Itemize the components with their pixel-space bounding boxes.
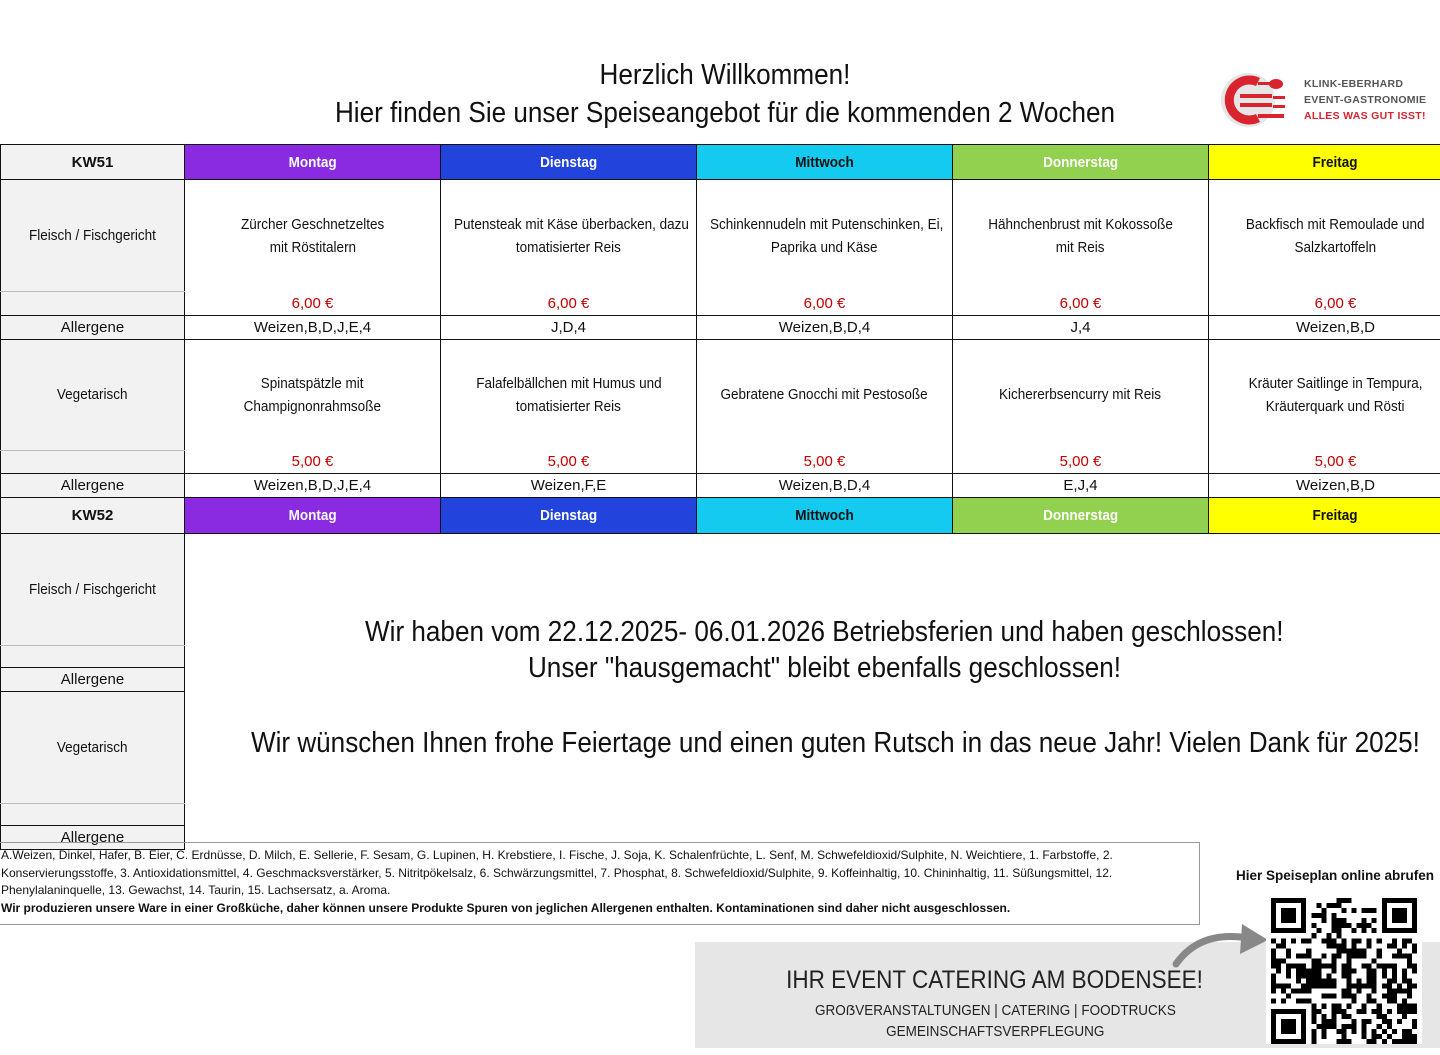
dish-cell: Spinatspätzle mit Champignonrahmsoße [185, 339, 441, 450]
allergen-label: Allergene [1, 668, 185, 692]
holiday-greeting: Wir wünschen Ihnen frohe Feiertage und einen guten Rutsch in das neue Jahr! Vielen Dank für 2025! [250, 727, 1420, 759]
day-header-mittwoch: Mittwoch [697, 498, 953, 534]
logo-slogan: ALLES WAS GUT ISST! [1304, 110, 1426, 122]
row-label-veg: Vegetarisch [1, 692, 185, 804]
price: 6,00 € [697, 292, 953, 316]
notice-line-1: Wir haben vom 22.12.2025- 06.01.2026 Betriebsferien und haben geschlossen! [364, 616, 1284, 648]
price: 5,00 € [185, 450, 441, 474]
price: 6,00 € [185, 292, 441, 316]
price: 5,00 € [1209, 450, 1440, 474]
logo-line-1: KLINK-EBERHARD [1304, 78, 1404, 90]
day-header-montag: Montag [185, 498, 441, 534]
logo-icon [1218, 70, 1298, 130]
allergen-codes: Weizen,B,D,4 [697, 315, 953, 339]
week-label: KW51 [1, 145, 185, 180]
allergen-codes: Weizen,B,D,4 [697, 474, 953, 498]
price: 5,00 € [953, 450, 1209, 474]
price: 5,00 € [441, 450, 697, 474]
notice-text [186, 614, 1440, 686]
day-header-montag: Montag [185, 145, 441, 180]
allergen-codes: J,D,4 [441, 315, 697, 339]
row-label-spacer [1, 646, 185, 668]
row-label-meat: Fleisch / Fischgericht [1, 180, 185, 292]
company-logo [1218, 70, 1440, 130]
welcome-line: Herzlich Willkommen! [599, 59, 851, 91]
day-header-dienstag: Dienstag [441, 498, 697, 534]
dish-cell: Falafelbällchen mit Humus und tomatisierter Reis [441, 339, 697, 450]
allergen-legend [0, 842, 1200, 925]
logo-text [1304, 76, 1426, 124]
day-header-donnerstag: Donnerstag [953, 498, 1209, 534]
allergen-codes: Weizen,F,E [441, 474, 697, 498]
day-header-freitag: Freitag [1209, 498, 1440, 534]
promo-services: GROẞVERANSTALTUNGEN | CATERING | FOODTRUCKS GEMEINSCHAFTSVERPFLEGUNG [814, 1002, 1176, 1040]
row-label-spacer [1, 450, 185, 474]
allergen-codes: Weizen,B,D [1209, 315, 1440, 339]
week1-table [0, 144, 1440, 513]
row-label-spacer [1, 804, 185, 826]
subtitle-line: Hier finden Sie unser Speiseangebot für die kommenden 2 Wochen [334, 97, 1116, 129]
legend-line: A.Weizen, Dinkel, Hafer, B. Eier, C. Erdnüsse, D. Milch, E. Sellerie, F. Sesam, G. Lupinen, H. Krebstiere, I. Fische, J. Soja, K. Schalenfrüchte, L. Senf, M. Schwefeldioxid/Sulphite, N. Weichtiere, 1. Farbstoffe, 2. [1, 848, 1113, 862]
day-header-donnerstag: Donnerstag [953, 145, 1209, 180]
allergen-codes: Weizen,B,D [1209, 474, 1440, 498]
logo-line-2: EVENT-GASTRONOMIE [1304, 94, 1427, 106]
qr-code-icon[interactable] [1266, 898, 1422, 1044]
row-label-spacer [1, 292, 185, 316]
allergen-codes: Weizen,B,D,J,E,4 [185, 315, 441, 339]
row-label-veg: Vegetarisch [1, 339, 185, 450]
dish-cell: Zürcher Geschnetzeltes mit Röstitalern [185, 180, 441, 292]
promo-headline: IHR EVENT CATERING AM BODENSEE! [786, 966, 1204, 994]
day-header-freitag: Freitag [1209, 145, 1440, 180]
notice-line-2: Unser "hausgemacht" bleibt ebenfalls geschlossen! [527, 652, 1121, 684]
arrow-icon [1170, 920, 1270, 970]
dish-cell: Schinkennudeln mit Putenschinken, Ei, Paprika und Käse [697, 180, 953, 292]
day-header-dienstag: Dienstag [441, 145, 697, 180]
dish-cell: Putensteak mit Käse überbacken, dazu tomatisierter Reis [441, 180, 697, 292]
dish-cell: Backfisch mit Remoulade und Salzkartoffeln [1209, 180, 1440, 292]
page-title [73, 56, 1378, 132]
week-label: KW52 [1, 498, 185, 534]
qr-label: Hier Speiseplan online abrufen [1235, 868, 1435, 883]
allergen-label: Allergene [1, 315, 185, 339]
price: 6,00 € [1209, 292, 1440, 316]
day-header-mittwoch: Mittwoch [697, 145, 953, 180]
legend-line: Phenylalaninquelle, 13. Gewachst, 14. Taurin, 15. Lachsersatz, a. Aroma. [1, 883, 391, 897]
dish-cell: Gebratene Gnocchi mit Pestosoße [697, 339, 953, 450]
price: 5,00 € [697, 450, 953, 474]
allergen-codes: J,4 [953, 315, 1209, 339]
dish-cell: Kräuter Saitlinge in Tempura, Kräuterquark und Rösti [1209, 339, 1440, 450]
closure-notice [186, 534, 1440, 838]
price: 6,00 € [953, 292, 1209, 316]
row-label-meat: Fleisch / Fischgericht [1, 534, 185, 646]
allergen-codes: E,J,4 [953, 474, 1209, 498]
price: 6,00 € [441, 292, 697, 316]
legend-line: Konservierungsstoffe, 3. Antioxidationsmittel, 4. Geschmacksverstärker, 5. Nitritpökelsalz, 6. Schwärzungsmittel, 7. Phosphat, 8. Schwefeldioxid/Sulphite, 9. Koffeinhaltig, 10. Chininhaltig, 11. Süßungsmittel, 12. [1, 865, 1113, 880]
contamination-note: Wir produzieren unsere Ware in einer Großküche, daher können unsere Produkte Spuren von jeglichen Allergenen enthalten. Kontaminationen sind daher nicht ausgeschlossen. [1, 900, 1011, 915]
allergen-label: Allergene [1, 826, 185, 850]
allergen-codes: Weizen,B,D,J,E,4 [185, 474, 441, 498]
allergen-label: Allergene [1, 474, 185, 498]
dish-cell: Hähnchenbrust mit Kokossoße mit Reis [953, 180, 1209, 292]
dish-cell: Kichererbsencurry mit Reis [953, 339, 1209, 450]
